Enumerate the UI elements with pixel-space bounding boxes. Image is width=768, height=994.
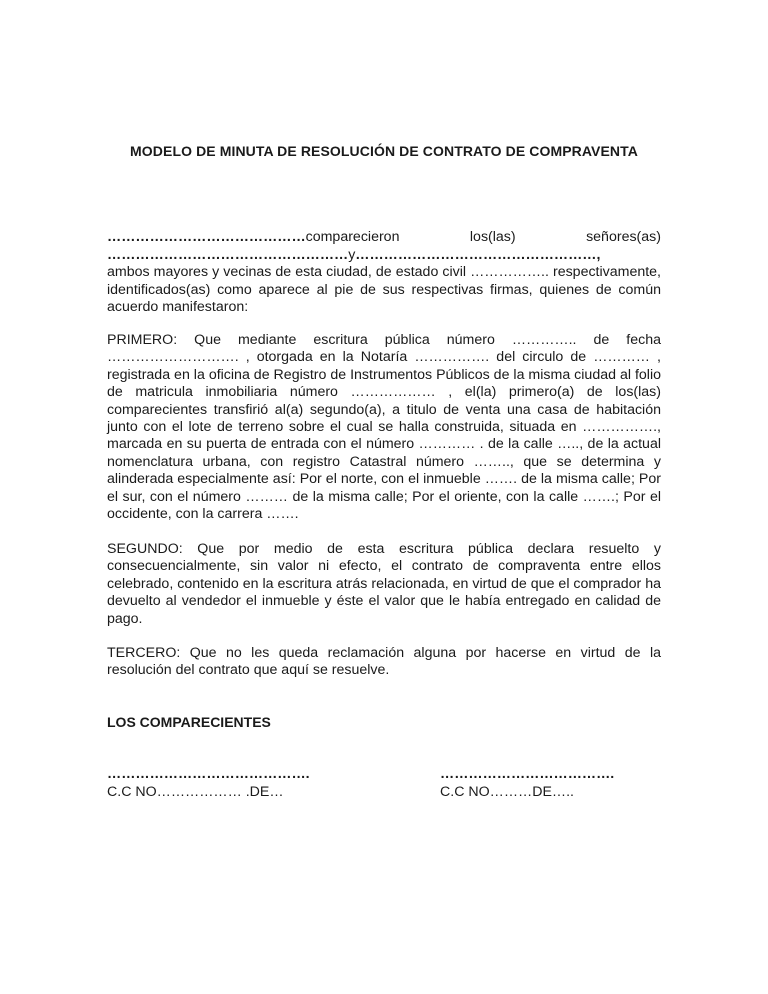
intro-line-1 (107, 229, 661, 247)
intro-paragraph (107, 229, 661, 317)
intro-word: los(las) (469, 229, 516, 245)
comparecientes-heading: LOS COMPARECIENTES (107, 714, 271, 730)
clause-segundo: SEGUNDO: Que por medio de esta escritura pública declara resuelto y consecuencialmente, sin valor ni efecto, el contrato de compraventa entre ellos celebrado, contenido en la escritura atrás relacionada, en virtud de que el comprador ha devuelto al vendedor el inmueble y éste el valor que le había entregado en calidad de pago. (107, 541, 661, 627)
intro-rest: ambos mayores y vecinas de esta ciudad, de estado civil …………….. respectivamente, identificados(as) como aparece al pie de sus respectivas firmas, quienes de común acuerdo manifestaron: (107, 264, 661, 315)
blank-dots: …………………………………… (107, 229, 306, 245)
blank-dots: ……………………………………………, (355, 246, 601, 263)
signature-block-right (440, 766, 614, 801)
blank-dots: …………………………………………… (107, 246, 349, 263)
document-title: MODELO DE MINUTA DE RESOLUCIÓN DE CONTRATO DE COMPRAVENTA (130, 143, 638, 159)
signature-block-left (107, 766, 310, 801)
signature-line: ………………………………. (440, 766, 615, 782)
intro-word: y (348, 246, 356, 263)
clause-primero: PRIMERO: Que mediante escritura pública número ………….. de fecha ………………………. , otorgada en la Notaría ……………. del circulo de ………… , registrada en la oficina de Registro de Instrumentos Públicos de la misma ciudad al folio de matricula inmobiliaria número ……………… , el(la) primero(a) de los(las) comparecientes transfirió al(a) segundo(a), a titulo de venta una casa de habitación junto con el lote de terreno sobre el cual se halla construida, situada en ……………., marcada en su puerta de entrada con el número ………… . de la calle ….., de la actual nomenclatura urbana, con registro Catastral número …….., que se determina y alinderada especialmente así: Por el norte, con el inmueble ……. de la misma calle; Por el sur, con el número ……… de la misma calle; Por el oriente, con la calle …….; Por el occidente, con la carrera ……. (107, 332, 661, 523)
intro-word: comparecieron (305, 229, 400, 245)
signature-caption: C.C NO……………… .DE… (107, 783, 284, 800)
signature-caption: C.C NO………DE….. (440, 783, 574, 800)
clause-tercero: TERCERO: Que no les queda reclamación alguna por hacerse en virtud de la resolución del contrato que aquí se resuelve. (107, 645, 661, 679)
intro-word: señores(as) (586, 229, 661, 245)
intro-line-2 (107, 247, 661, 265)
signature-line: ……………………………………. (107, 766, 310, 782)
